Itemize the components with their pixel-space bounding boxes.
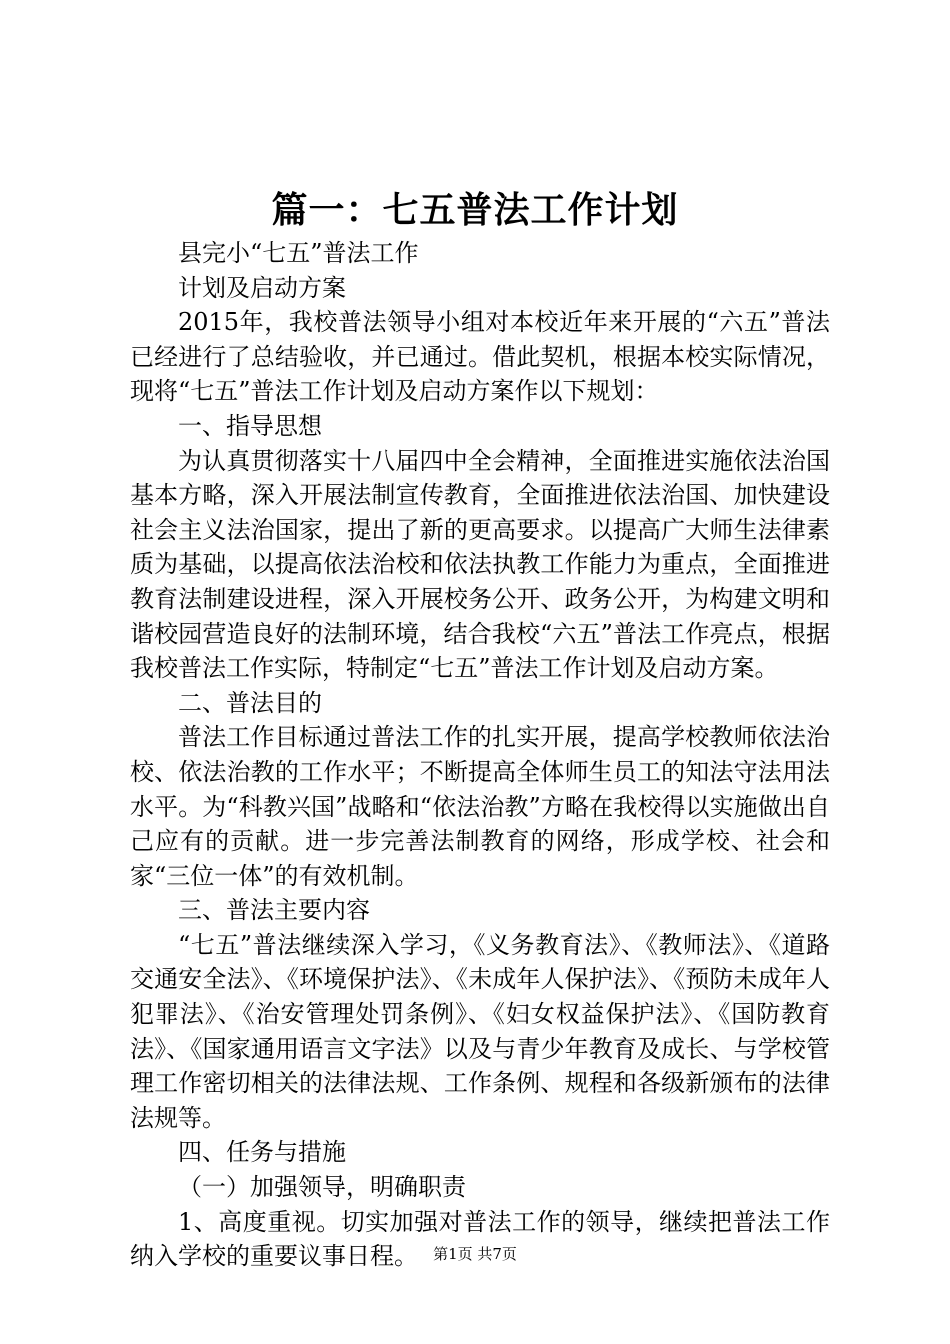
- paragraph-purpose: 普法工作目标通过普法工作的扎实开展，提高学校教师依法治校、依法治教的工作水平；不断提高全体师生员工的知法守法用法水平。为“科教兴国”战略和“依法治教”方略在我校得以实施做出自己应有的贡献。进一步完善法制教育的网络，形成学校、社会和家“三位一体”的有效机制。: [130, 723, 830, 890]
- paragraph-subtitle-2: 计划及启动方案: [178, 273, 346, 302]
- paragraph-intro: 2015年，我校普法领导小组对本校近年来开展的“六五”普法已经进行了总结验收，并已通过。借此契机，根据本校实际情况，现将“七五”普法工作计划及启动方案作以下规划：: [130, 308, 830, 406]
- paragraph-subtitle-1: 县完小“七五”普法工作: [178, 239, 419, 267]
- document-title: 篇一：七五普法工作计划: [271, 189, 679, 231]
- section-heading-3: 三、普法主要内容: [178, 896, 370, 925]
- section-heading-1: 一、指导思想: [178, 411, 322, 440]
- paragraph-item-1: 1、高度重视。切实加强对普法工作的领导，继续把普法工作纳入学校的重要议事日程。: [130, 1207, 830, 1271]
- paragraph-guiding-thought: 为认真贯彻落实十八届四中全会精神，全面推进实施依法治国基本方略，深入开展法制宣传教育，全面推进依法治国、加快建设社会主义法治国家，提出了新的更高要求。以提高广大师生法律素质为基础，以提高依法治校和依法执教工作能力为重点，全面推进教育法制建设进程，深入开展校务公开、政务公开，为构建文明和谐校园营造良好的法制环境，结合我校“六五”普法工作亮点，根据我校普法工作实际，特制定“七五”普法工作计划及启动方案。: [130, 446, 830, 683]
- section-heading-2: 二、普法目的: [178, 688, 322, 717]
- paragraph-main-content: “七五”普法继续深入学习，《义务教育法》、《教师法》、《道路交通安全法》、《环境保护法》、《未成年人保护法》、《预防未成年人犯罪法》、《治安管理处罚条例》、《妇女权益保护法》、《国防教育法》、《国家通用语言文字法》以及与青少年教育及成长、与学校管理工作密切相关的法律法规、工作条例、规程和各级新颁布的法律法规等。: [130, 930, 830, 1132]
- section-heading-4: 四、任务与措施: [178, 1138, 346, 1167]
- subsection-heading-1: （一）加强领导，明确职责: [178, 1173, 466, 1202]
- document-body: [130, 236, 830, 1274]
- page-number-footer: 第1页 共7页: [433, 1245, 517, 1263]
